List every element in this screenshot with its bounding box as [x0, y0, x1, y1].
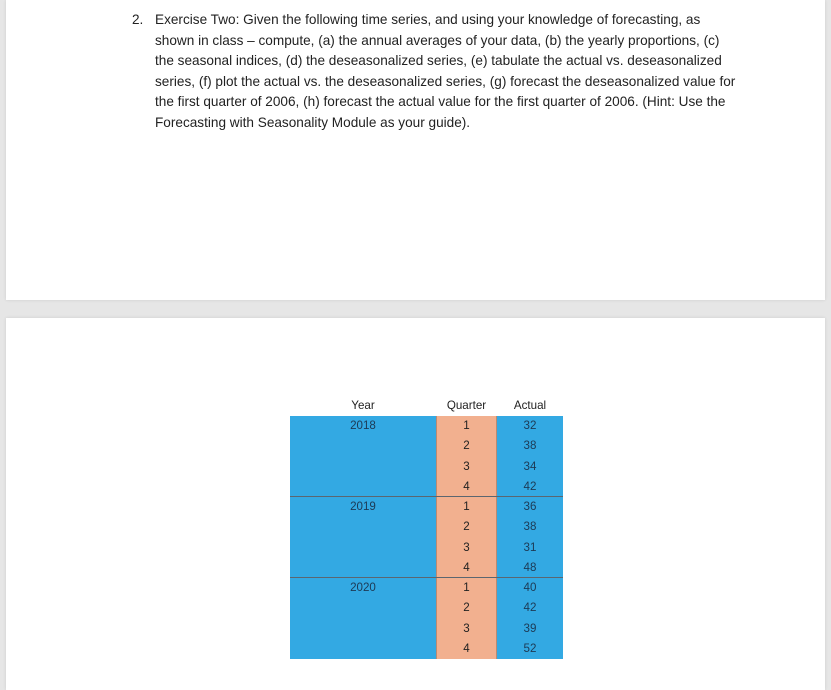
cell-year: [290, 598, 436, 618]
cell-quarter: 2: [436, 436, 497, 456]
table-row: [290, 497, 563, 517]
cell-quarter: 1: [436, 497, 497, 517]
table-row: [290, 477, 563, 497]
cell-year: [290, 619, 436, 639]
table-row: [290, 457, 563, 477]
header-quarter: Quarter: [446, 399, 487, 412]
cell-year: [290, 517, 436, 537]
cell-actual: 34: [497, 457, 563, 477]
cell-quarter: 4: [436, 477, 497, 496]
cell-actual: 48: [497, 558, 563, 577]
exercise-number: 2.: [132, 12, 144, 27]
cell-year: [290, 457, 436, 477]
cell-year: [290, 436, 436, 456]
cell-quarter: 4: [436, 639, 497, 659]
table-row: [290, 639, 563, 659]
cell-quarter: 4: [436, 558, 497, 577]
cell-actual: 31: [497, 538, 563, 558]
table-row: [290, 578, 563, 598]
cell-actual: 38: [497, 517, 563, 537]
table-row: [290, 538, 563, 558]
table-row: [290, 517, 563, 537]
cell-quarter: 1: [436, 578, 497, 598]
cell-year: 2018: [290, 416, 436, 436]
cell-quarter: 3: [436, 538, 497, 558]
header-year: Year: [351, 399, 375, 412]
cell-quarter: 2: [436, 517, 497, 537]
table-row: [290, 436, 563, 456]
cell-quarter: 3: [436, 457, 497, 477]
cell-year: [290, 477, 436, 496]
cell-year: 2020: [290, 578, 436, 598]
table-row: [290, 558, 563, 578]
cell-year: 2019: [290, 497, 436, 517]
cell-actual: 38: [497, 436, 563, 456]
cell-quarter: 1: [436, 416, 497, 436]
document-page-top: [6, 0, 825, 300]
cell-actual: 42: [497, 598, 563, 618]
cell-actual: 42: [497, 477, 563, 496]
cell-actual: 36: [497, 497, 563, 517]
cell-actual: 52: [497, 639, 563, 659]
cell-year: [290, 639, 436, 659]
cell-year: [290, 558, 436, 577]
table-row: [290, 598, 563, 618]
table-row: [290, 619, 563, 639]
document-page-bottom: [6, 318, 825, 690]
exercise-text: Exercise Two: Given the following time series, and using your knowledge of forecasting, as shown in class – compute, (a) the annual averages of your data, (b) the yearly proportions, (c) the seasonal indices, (d) the deseasonalized series, (e) tabulate the actual vs. deseasonalized series, (f) plot the actual vs. the deseasonalized series, (g) forecast the deseasonalized value for the first quarter of 2006, (h) forecast the actual value for the first quarter of 2006. (Hint: Use the Forecasting with Seasonality Module as your guide).: [155, 12, 736, 130]
cell-actual: 32: [497, 416, 563, 436]
table-row: [290, 416, 563, 436]
table-body: [290, 416, 563, 659]
cell-year: [290, 538, 436, 558]
cell-quarter: 2: [436, 598, 497, 618]
cell-actual: 39: [497, 619, 563, 639]
cell-quarter: 3: [436, 619, 497, 639]
cell-actual: 40: [497, 578, 563, 598]
header-actual: Actual: [513, 399, 547, 412]
